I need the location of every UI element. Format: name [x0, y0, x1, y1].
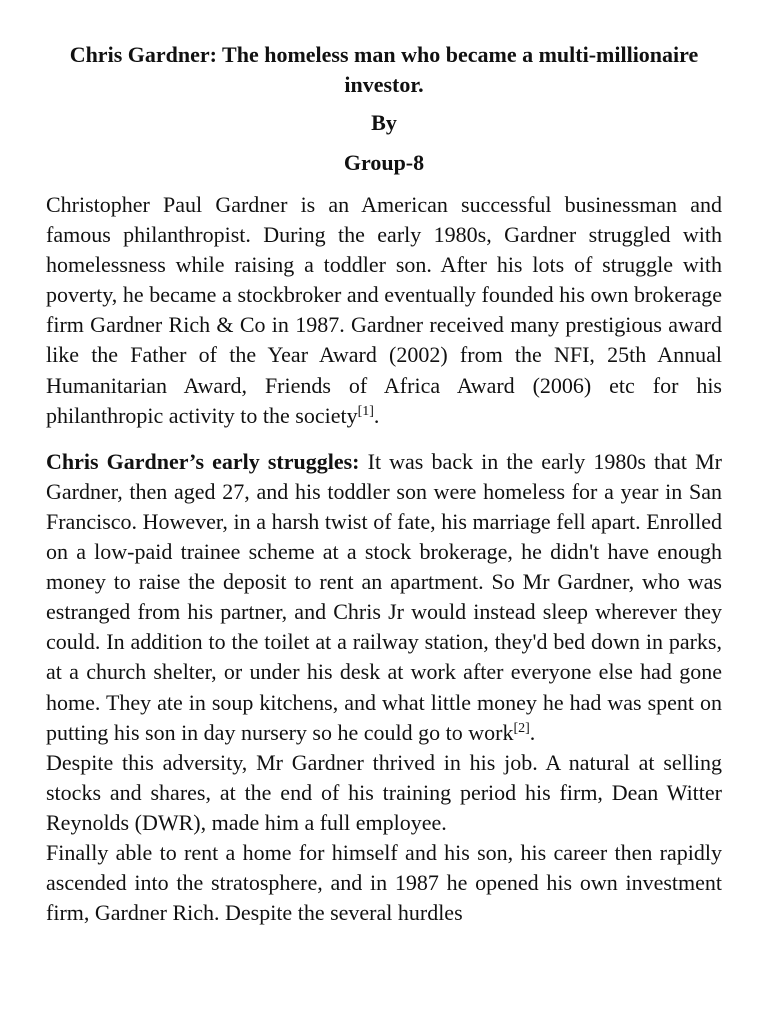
paragraph-adversity: Despite this adversity, Mr Gardner thrived in his job. A natural at selling stocks and shares, at the end of his training period his firm, Dean Witter Reynolds (DWR), made him a full employee. [46, 749, 722, 835]
paragraph-early-struggles-text: It was back in the early 1980s that Mr Gardner, then aged 27, and his toddler son were homeless for a year in San Francisco. However, in a harsh twist of fate, his marriage fell apart. Enrolled on a low-paid trainee scheme at a stock brokerage, he didn't have enough money to raise the deposit to rent an apartment. So Mr Gardner, who was estranged from his partner, and Chris Jr would instead sleep wherever they could. In addition to the toilet at a railway station, they'd bed down in parks, at a church shelter, or under his desk at work after everyone else had gone home. They ate in soup kitchens, and what little money he had was spent on putting his son in day nursery so he could go to work [46, 448, 723, 745]
paragraph-intro-end: . [373, 402, 380, 428]
author-group: Group-8 [343, 150, 425, 175]
byline: By [371, 110, 397, 135]
citation-2: [2] [513, 720, 530, 736]
document-title: Chris Gardner: The homeless man who became a multi-millionaire investor. [69, 42, 699, 97]
paragraph-intro-text: Christopher Paul Gardner is an American successful businessman and famous philanthropist. During the early 1980s, Gardner struggled with homelessness while raising a toddler son. After his lots of struggle with poverty, he became a stockbroker and eventually founded his own brokerage firm Gardner Rich & Co in 1987. Gardner received many prestigious award like the Father of the Year Award (2002) from the NFI, 25th Annual Humanitarian Award, Friends of Africa Award (2006) etc for his philanthropic activity to the society [46, 192, 722, 428]
paragraph-career: Finally able to rent a home for himself and his son, his career then rapidly ascended into the stratosphere, and in 1987 he opened his own investment firm, Gardner Rich. Despite the several hurdles [46, 839, 722, 926]
citation-1: [1] [357, 403, 374, 419]
paragraph-intro [46, 190, 722, 431]
paragraph-early-struggles-end: . [529, 719, 536, 745]
paragraph-early-struggles [46, 447, 722, 748]
section-heading-early-struggles: Chris Gardner’s early struggles: [46, 448, 360, 474]
